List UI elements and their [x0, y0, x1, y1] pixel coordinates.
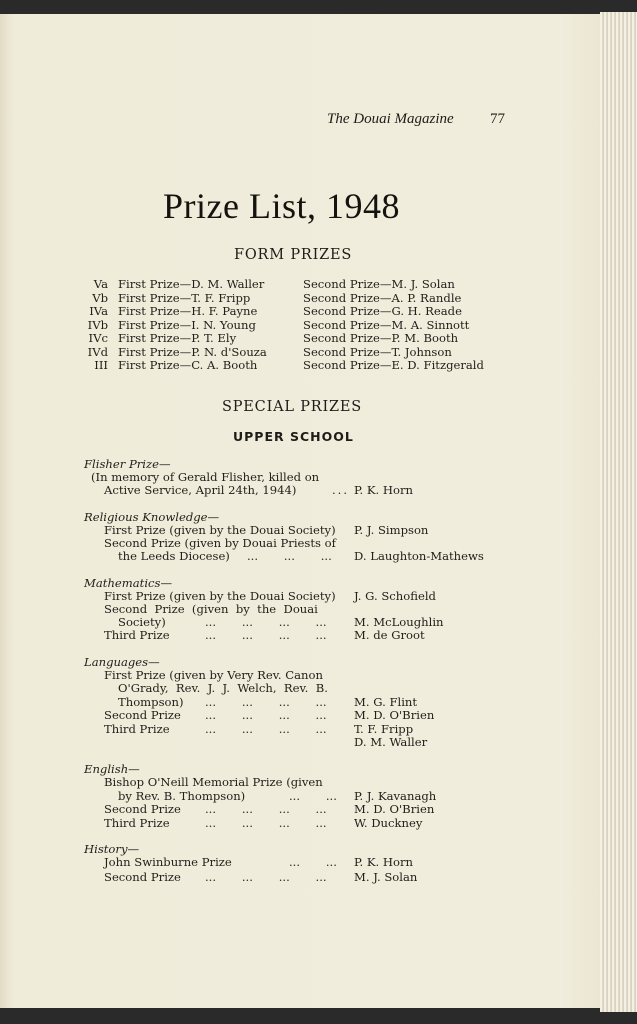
form-code: IVc — [88, 331, 108, 345]
second-prize: Second Prize—E. D. Fitzgerald — [303, 358, 484, 372]
first-prize: First Prize—T. F. Fripp — [118, 290, 251, 305]
leader-dots: ... ... ... ... — [205, 870, 327, 884]
book-fore-edge — [600, 12, 637, 1012]
winner-name: M. D. O'Brien — [354, 802, 435, 816]
winner-name: D. Laughton-Mathews — [354, 549, 484, 563]
leader-dots: ... ... ... ... — [205, 615, 327, 629]
prize-line: Third Prize — [104, 628, 170, 642]
winner-name: T. F. Fripp — [354, 722, 414, 736]
leader-dots: ... ... ... ... — [205, 722, 327, 736]
winner-name: M. D. O'Brien — [354, 708, 435, 722]
prize-line: the Leeds Diocese) — [118, 549, 230, 563]
english-heading: English— — [84, 762, 140, 776]
scan-border-bottom — [0, 1008, 637, 1024]
prize-line: Second Prize — [104, 870, 181, 884]
second-prize: Second Prize—A. P. Randle — [303, 290, 462, 305]
page-number: 77 — [490, 111, 505, 127]
second-prize: Second Prize—P. M. Booth — [303, 331, 459, 345]
winner-name: M. J. Solan — [354, 870, 418, 884]
prize-line: Bishop O'Neill Memorial Prize (given — [104, 775, 323, 789]
form-code: Va — [93, 277, 108, 291]
leader-dots: ... ... — [289, 855, 337, 869]
prize-line: Third Prize — [104, 722, 170, 736]
leader-dots: ... — [332, 483, 350, 497]
winner-name: M. de Groot — [354, 628, 425, 642]
winner-name: P. K. Horn — [354, 483, 413, 497]
form-code: III — [94, 358, 108, 372]
first-prize: First Prize—P. N. d'Souza — [118, 344, 267, 359]
second-prize: Second Prize—G. H. Reade — [303, 304, 462, 318]
leader-dots: ... ... ... ... — [205, 708, 327, 722]
prize-line: Second Prize — [104, 802, 181, 816]
form-code: Vb — [92, 290, 108, 305]
flisher-line: Active Service, April 24th, 1944) — [104, 483, 297, 497]
leader-dots: ... ... ... — [247, 549, 332, 563]
first-prize: First Prize—P. T. Ely — [118, 331, 237, 345]
flisher-heading: Flisher Prize— — [84, 457, 171, 471]
scan-border-top — [0, 0, 637, 14]
second-prize: Second Prize—M. J. Solan — [303, 277, 455, 291]
first-prize: First Prize—C. A. Booth — [118, 358, 258, 372]
religious-heading: Religious Knowledge— — [84, 510, 220, 524]
prize-line: First Prize (given by the Douai Society) — [104, 589, 336, 603]
prize-line: Second Prize (given by the Douai — [104, 602, 318, 616]
winner-name: P. K. Horn — [354, 855, 413, 869]
flisher-line: (In memory of Gerald Flisher, killed on — [91, 470, 320, 484]
leader-dots: ... ... ... ... — [205, 695, 327, 709]
page-title: Prize List, 1948 — [163, 186, 400, 226]
second-prize: Second Prize—T. Johnson — [303, 344, 452, 359]
languages-heading: Languages— — [84, 655, 160, 669]
prize-line: Second Prize — [104, 708, 181, 722]
winner-name: M. G. Flint — [354, 695, 418, 709]
mathematics-heading: Mathematics— — [84, 576, 173, 590]
leader-dots: ... ... ... ... — [205, 802, 327, 816]
running-head-title: The Douai Magazine — [327, 111, 454, 127]
form-prizes-heading: FORM PRIZES — [234, 247, 353, 263]
prize-line: Second Prize (given by Douai Priests of — [104, 536, 336, 550]
winner-name: D. M. Waller — [354, 735, 428, 749]
first-prize: First Prize—I. N. Young — [118, 317, 256, 332]
winner-name: P. J. Kavanagh — [354, 789, 437, 803]
first-prize: First Prize—D. M. Waller — [118, 277, 265, 291]
form-code: IVb — [87, 317, 108, 332]
prize-line: O'Grady, Rev. J. J. Welch, Rev. B. — [118, 681, 328, 695]
leader-dots: ... ... ... ... — [205, 628, 327, 642]
winner-name: J. G. Schofield — [354, 589, 436, 603]
first-prize: First Prize—H. F. Payne — [118, 304, 258, 318]
prize-line: by Rev. B. Thompson) — [118, 789, 246, 803]
prize-line: First Prize (given by Very Rev. Canon — [104, 668, 323, 682]
leader-dots: ... ... ... ... — [205, 816, 327, 830]
winner-name: W. Duckney — [354, 816, 423, 830]
form-code: IVa — [89, 304, 108, 318]
prize-line: Thompson) — [118, 695, 184, 709]
winner-name: M. McLoughlin — [354, 615, 444, 629]
prize-line: Third Prize — [104, 816, 170, 830]
form-code: IVd — [87, 344, 108, 359]
winner-name: P. J. Simpson — [354, 523, 429, 537]
history-heading: History— — [84, 842, 140, 856]
prize-line: Society) — [118, 615, 166, 629]
special-prizes-heading: SPECIAL PRIZES — [222, 399, 363, 415]
leader-dots: ... ... — [289, 789, 337, 803]
prize-line: First Prize (given by the Douai Society) — [104, 523, 336, 537]
prize-line: John Swinburne Prize — [104, 855, 232, 869]
second-prize: Second Prize—M. A. Sinnott — [303, 317, 470, 332]
upper-school-heading: UPPER SCHOOL — [233, 429, 354, 444]
